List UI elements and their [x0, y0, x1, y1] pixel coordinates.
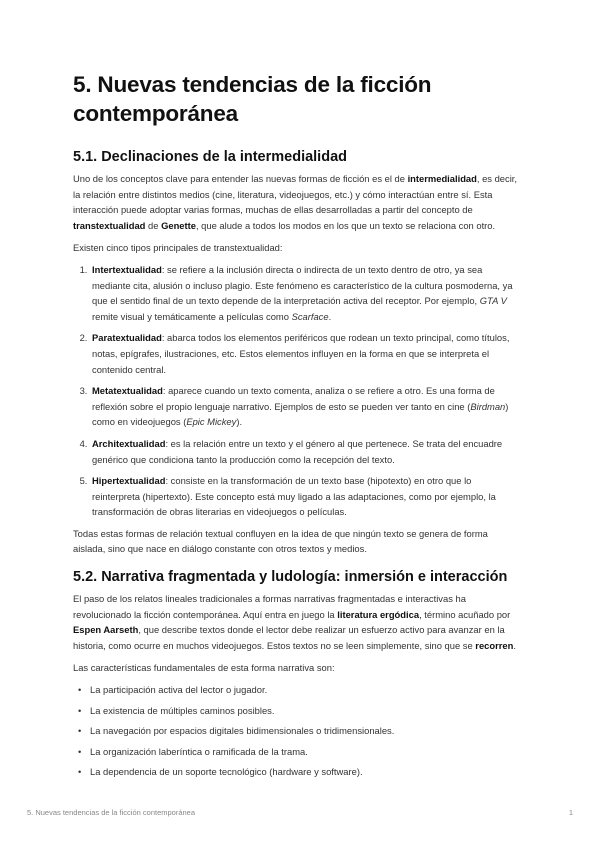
term-transtextualidad: transtextualidad	[73, 219, 146, 231]
list-item-metatextualidad: 3. Metatextualidad: aparece cuando un texto comenta, analiza o se refiere a otro. Es una forma de reflexión sobre el propio lenguaje narrativo. Ejemplos de esto se pueden ver tanto en cine (Birdman) como en videojuegos (Epic Mickey).	[90, 383, 521, 430]
bullet-icon: •	[78, 704, 82, 716]
page-content	[73, 70, 521, 785]
features-intro: Las características fundamentales de esta forma narrativa son:	[73, 662, 335, 674]
term-genette: Genette	[161, 219, 196, 231]
page-title: 5. Nuevas tendencias de la ficción contemporánea	[73, 72, 432, 126]
page-number: 1	[568, 808, 573, 817]
bullet-icon: •	[78, 766, 82, 778]
list-item: • La navegación por espacios digitales bidimensionales o tridimensionales.	[90, 723, 521, 739]
list-item-architextualidad: 4. Architextualidad: es la relación entre un texto y el género al que pertenece. Se trata del encuadre genérico que condiciona tanto la producción como la recepción del texto.	[90, 436, 521, 467]
section-5-1-intro: Uno de los conceptos clave para entender las nuevas formas de ficción es el de intermedialidad, es decir, la relación entre distintos medios (cine, literatura, videojuegos, etc.) y cómo interactúan entre sí. Esta interacción puede adoptar varias formas, muchas de ellas desarrolladas a partir del concepto de transtextualidad de Genette, que alude a todos los modos en los que un texto se relaciona con otro.	[73, 173, 517, 231]
list-item: • La organización laberíntica o ramificada de la trama.	[90, 744, 521, 760]
list-item: • La dependencia de un soporte tecnológico (hardware y software).	[90, 764, 521, 780]
page-footer	[27, 808, 573, 817]
footer-title: 5. Nuevas tendencias de la ficción contemporánea	[27, 808, 196, 817]
term-literatura-ergodica: literatura ergódica	[337, 608, 420, 620]
transtextuality-types-list	[73, 262, 521, 520]
list-item-hipertextualidad: 5. Hipertextualidad: consiste en la transformación de un texto base (hipotexto) en otro que lo reinterpreta (hipertexto). Este concepto está muy ligado a las adaptaciones, como por ejemplo, la transformación de obras literarias en videojuegos o películas.	[90, 473, 521, 520]
term-recorren: recorren	[475, 639, 514, 651]
types-intro: Existen cinco tipos principales de transtextualidad:	[73, 242, 283, 254]
term-espen-aarseth: Espen Aarseth	[73, 624, 139, 636]
section-heading-5-1: 5.1. Declinaciones de la intermedialidad	[73, 149, 347, 165]
term-intermedialidad: intermedialidad	[407, 173, 477, 184]
section-5-2-intro: El paso de los relatos lineales tradicionales a formas narrativas fragmentadas e interactivas ha revolucionado la ficción contemporánea. Aquí entra en juego la literatura ergódica, término acuñado por Espen Aarseth, que describe textos donde el lector debe realizar un esfuerzo activo para avanzar en la historia, como ocurre en muchos videojuegos. Estos textos no se leen simplemente, sino que se recorren.	[73, 593, 516, 651]
section-5-1-closing: Todas estas formas de relación textual confluyen en la idea de que ningún texto se genera de forma aislada, sino que nace en diálogo constante con otros textos y medios.	[73, 527, 488, 555]
list-item-intertextualidad: 1. Intertextualidad: se refiere a la inclusión directa o indirecta de un texto dentro de otro, ya sea mediante cita, alusión o incluso plagio. Este fenómeno es característico de la cultura posmoderna, ya que el sentido final de un texto depende de la interpretación activa del receptor. Por ejemplo, GTA V remite visual y temáticamente a películas como Scarface.	[90, 262, 521, 324]
bullet-icon: •	[78, 684, 82, 696]
section-heading-5-2: 5.2. Narrativa fragmentada y ludología: inmersión e interacción	[73, 569, 508, 586]
list-item: • La existencia de múltiples caminos posibles.	[90, 703, 521, 719]
features-list	[73, 682, 521, 780]
bullet-icon: •	[78, 725, 82, 737]
bullet-icon: •	[78, 745, 82, 757]
list-item: • La participación activa del lector o jugador.	[90, 682, 521, 698]
list-item-paratextualidad: 2. Paratextualidad: abarca todos los elementos periféricos que rodean un texto principal, como títulos, notas, epígrafes, ilustraciones, etc. Estos elementos influyen en la forma en que se interpreta el contenido central.	[90, 330, 521, 377]
